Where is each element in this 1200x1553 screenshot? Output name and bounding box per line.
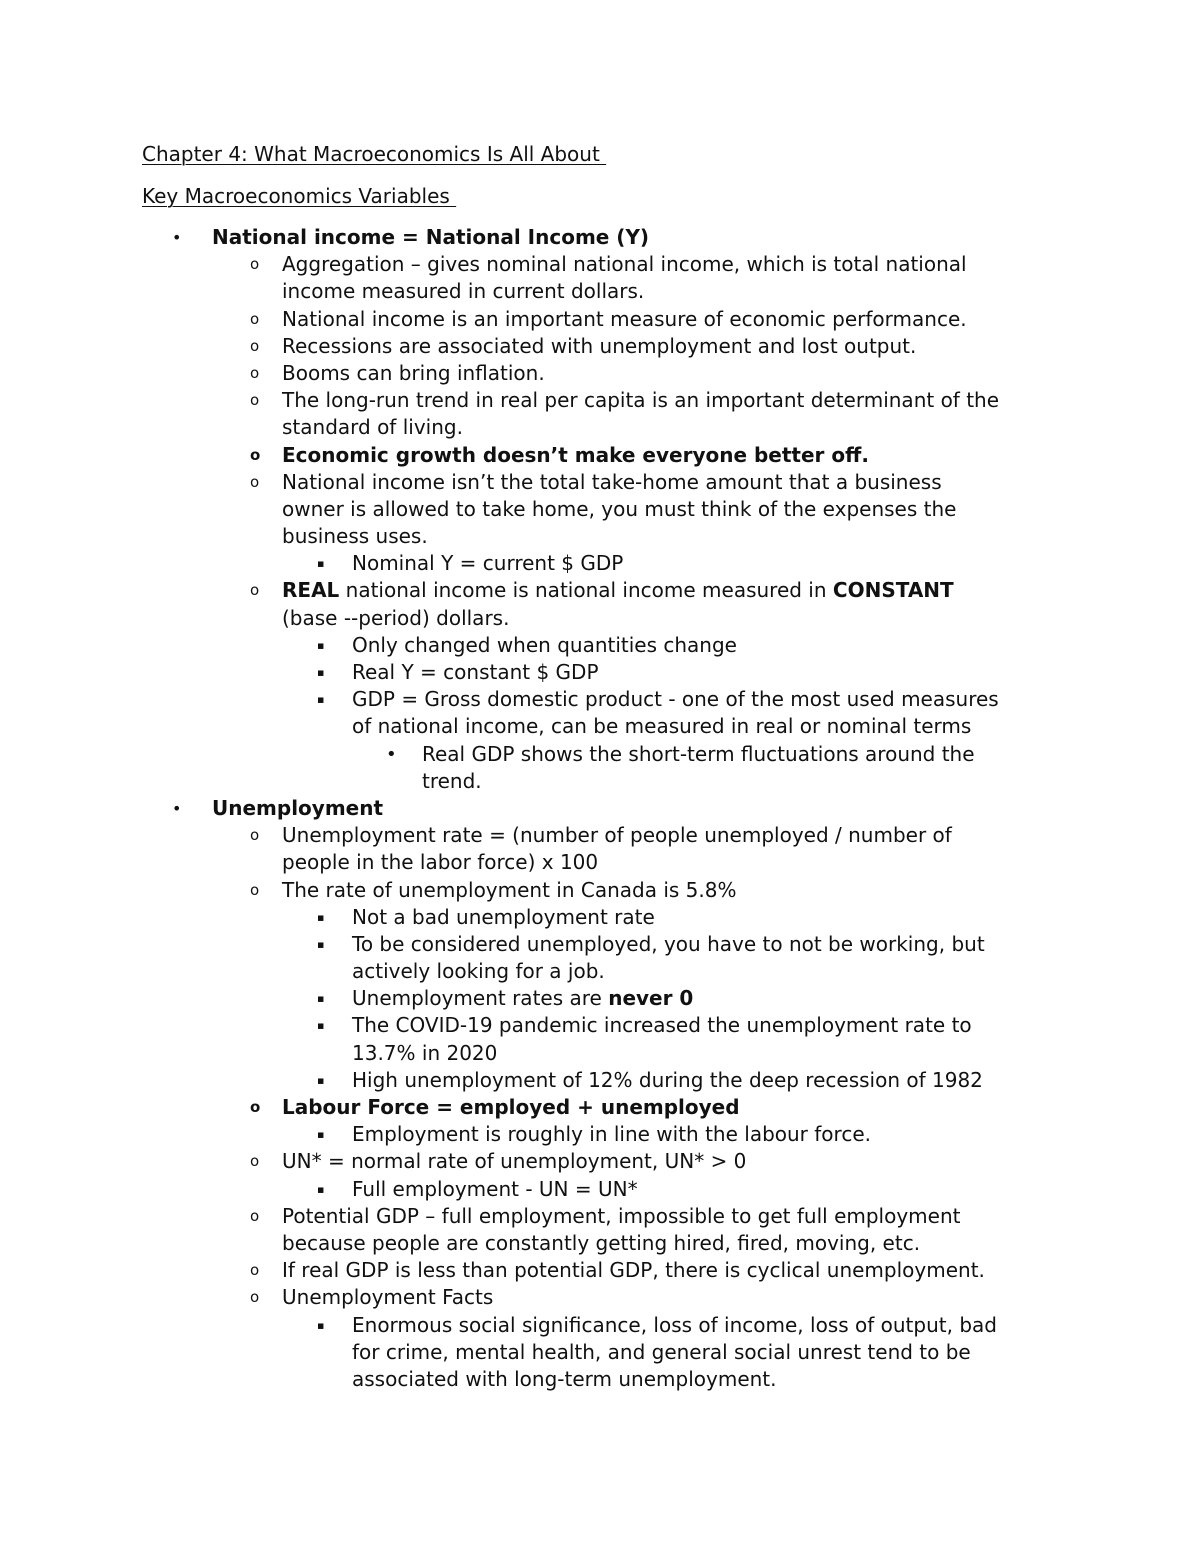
outline-item-continuation xyxy=(0,1339,1200,1366)
outline-item xyxy=(0,741,1200,768)
outline-text: actively looking for a job. xyxy=(352,959,605,984)
outline-text: UN* = normal rate of unemployment, UN* > 0 xyxy=(282,1149,747,1174)
square-bullet-icon: ▪ xyxy=(317,1318,325,1332)
outline-text: Real GDP shows the short-term fluctuations around the xyxy=(422,741,975,766)
square-bullet-icon: ▪ xyxy=(317,1128,325,1142)
outline-text: If real GDP is less than potential GDP, there is cyclical unemployment. xyxy=(282,1258,985,1283)
outline-item xyxy=(0,1257,1200,1284)
outline-item xyxy=(0,632,1200,659)
outline-item xyxy=(0,1148,1200,1175)
outline-text: income measured in current dollars. xyxy=(282,279,645,304)
outline-item-continuation xyxy=(0,278,1200,305)
outline-text: people in the labor force) x 100 xyxy=(282,850,599,875)
outline-text: associated with long-term unemployment. xyxy=(352,1366,777,1391)
outline-item xyxy=(0,1312,1200,1339)
outline-item xyxy=(0,251,1200,278)
square-bullet-icon: ▪ xyxy=(317,557,325,571)
outline-item xyxy=(0,822,1200,849)
circle-bullet-icon: o xyxy=(250,1261,260,1280)
outline-text: Unemployment Facts xyxy=(282,1285,494,1310)
outline-text: To be considered unemployed, you have to not be working, but xyxy=(352,931,985,956)
outline-item xyxy=(0,1094,1200,1121)
circle-bullet-icon: o xyxy=(250,391,260,410)
circle-bullet-icon: o xyxy=(250,581,260,600)
outline-text: Employment is roughly in line with the labour force. xyxy=(352,1122,871,1147)
outline-item xyxy=(0,224,1200,251)
outline-text: business uses. xyxy=(282,524,428,549)
outline-text: Recessions are associated with unemployment and lost output. xyxy=(282,333,917,358)
outline-item xyxy=(0,1121,1200,1148)
circle-bullet-icon: o xyxy=(250,880,260,899)
notes-outline xyxy=(0,224,1200,1393)
outline-text: Not a bad unemployment rate xyxy=(352,904,655,929)
outline-text: trend. xyxy=(422,768,482,793)
outline-item xyxy=(0,333,1200,360)
outline-item xyxy=(0,306,1200,333)
square-bullet-icon: ▪ xyxy=(317,992,325,1006)
outline-text: Booms can bring inflation. xyxy=(282,360,545,385)
circle-bullet-icon: o xyxy=(250,472,260,491)
square-bullet-icon: ▪ xyxy=(317,1019,325,1033)
circle-bullet-icon: o xyxy=(250,826,260,845)
outline-text: The COVID-19 pandemic increased the unemployment rate to xyxy=(352,1013,972,1038)
outline-item xyxy=(0,387,1200,414)
outline-item xyxy=(0,469,1200,496)
outline-text: GDP = Gross domestic product - one of the most used measures xyxy=(352,687,999,712)
chapter-title: Chapter 4: What Macroeconomics Is All About xyxy=(142,142,607,166)
outline-text: High unemployment of 12% during the deep recession of 1982 xyxy=(352,1067,983,1092)
circle-bullet-icon: o xyxy=(250,1206,260,1225)
outline-item-continuation xyxy=(0,768,1200,795)
outline-item-continuation xyxy=(0,605,1200,632)
section-heading: Key Macroeconomics Variables xyxy=(142,184,457,208)
outline-item xyxy=(0,985,1200,1012)
outline-text: for crime, mental health, and general social unrest tend to be xyxy=(352,1339,971,1364)
bullet-icon: • xyxy=(386,743,397,765)
outline-item-continuation xyxy=(0,523,1200,550)
circle-bullet-icon: o xyxy=(250,336,260,355)
outline-item xyxy=(0,659,1200,686)
square-bullet-icon: ▪ xyxy=(317,1073,325,1087)
outline-text: Only changed when quantities change xyxy=(352,632,737,657)
outline-item-continuation xyxy=(0,958,1200,985)
square-bullet-icon: ▪ xyxy=(317,1182,325,1196)
circle-bullet-icon: o xyxy=(250,1098,261,1116)
outline-text: National income isn’t the total take-home amount that a business xyxy=(282,469,942,494)
outline-text: (base --period) dollars. xyxy=(282,605,510,630)
outline-item-continuation xyxy=(0,1366,1200,1393)
outline-text: owner is allowed to take home, you must think of the expenses the xyxy=(282,496,957,521)
circle-bullet-icon: o xyxy=(250,255,260,274)
circle-bullet-icon: o xyxy=(250,309,260,328)
outline-item xyxy=(0,904,1200,931)
outline-text: CONSTANT xyxy=(832,578,954,603)
outline-item-continuation xyxy=(0,414,1200,441)
outline-text: Nominal Y = current $ GDP xyxy=(352,551,624,576)
square-bullet-icon: ▪ xyxy=(317,666,325,679)
square-bullet-icon: ▪ xyxy=(317,937,325,951)
circle-bullet-icon: o xyxy=(250,1152,260,1171)
outline-text: standard of living. xyxy=(282,415,463,440)
square-bullet-icon: ▪ xyxy=(317,693,325,707)
outline-item xyxy=(0,877,1200,904)
outline-item xyxy=(0,1176,1200,1203)
outline-text: REAL xyxy=(282,578,340,603)
outline-text: Enormous social significance, loss of income, loss of output, bad xyxy=(352,1312,997,1337)
outline-text: Potential GDP – full employment, impossible to get full employment xyxy=(282,1203,961,1228)
outline-text: Unemployment xyxy=(212,795,384,820)
outline-text: Full employment - UN = UN* xyxy=(352,1176,638,1201)
square-bullet-icon: ▪ xyxy=(317,638,325,652)
outline-text: National income is an important measure of economic performance. xyxy=(282,306,967,331)
outline-text: Labour Force = employed + unemployed xyxy=(282,1095,740,1119)
square-bullet-icon: ▪ xyxy=(317,910,325,924)
outline-item xyxy=(0,1284,1200,1311)
outline-item-continuation xyxy=(0,713,1200,740)
outline-item-continuation xyxy=(0,1040,1200,1067)
outline-text: Economic growth doesn’t make everyone better off. xyxy=(282,442,869,467)
outline-item xyxy=(0,795,1200,822)
outline-text: Real Y = constant $ GDP xyxy=(352,660,599,684)
outline-text: Unemployment rate = (number of people unemployed / number of xyxy=(282,823,952,848)
outline-text: of national income, can be measured in real or nominal terms xyxy=(352,714,972,739)
outline-item xyxy=(0,686,1200,713)
outline-item xyxy=(0,1012,1200,1039)
bullet-icon: • xyxy=(172,798,182,818)
outline-item xyxy=(0,550,1200,577)
outline-text: national income is national income measured in xyxy=(339,578,833,603)
outline-text: The long-run trend in real per capita is an important determinant of the xyxy=(282,388,1000,413)
outline-item xyxy=(0,360,1200,387)
outline-item-continuation xyxy=(0,849,1200,876)
bullet-icon: • xyxy=(172,228,182,247)
circle-bullet-icon: o xyxy=(250,1288,260,1307)
outline-item xyxy=(0,1067,1200,1094)
outline-text: Aggregation – gives nominal national income, which is total national xyxy=(282,252,967,277)
circle-bullet-icon: o xyxy=(250,445,261,464)
outline-text: National income = National Income (Y) xyxy=(212,225,650,249)
outline-item-continuation xyxy=(0,1230,1200,1257)
outline-item xyxy=(0,1203,1200,1230)
outline-text: because people are constantly getting hired, fired, moving, etc. xyxy=(282,1230,921,1255)
outline-text: 13.7% in 2020 xyxy=(352,1040,498,1065)
outline-item xyxy=(0,931,1200,958)
outline-text: Unemployment rates are xyxy=(352,986,609,1011)
outline-text: never 0 xyxy=(608,986,694,1011)
circle-bullet-icon: o xyxy=(250,363,260,382)
outline-item xyxy=(0,442,1200,469)
outline-item-continuation xyxy=(0,496,1200,523)
outline-text: The rate of unemployment in Canada is 5.8% xyxy=(282,877,737,902)
outline-item xyxy=(0,577,1200,604)
